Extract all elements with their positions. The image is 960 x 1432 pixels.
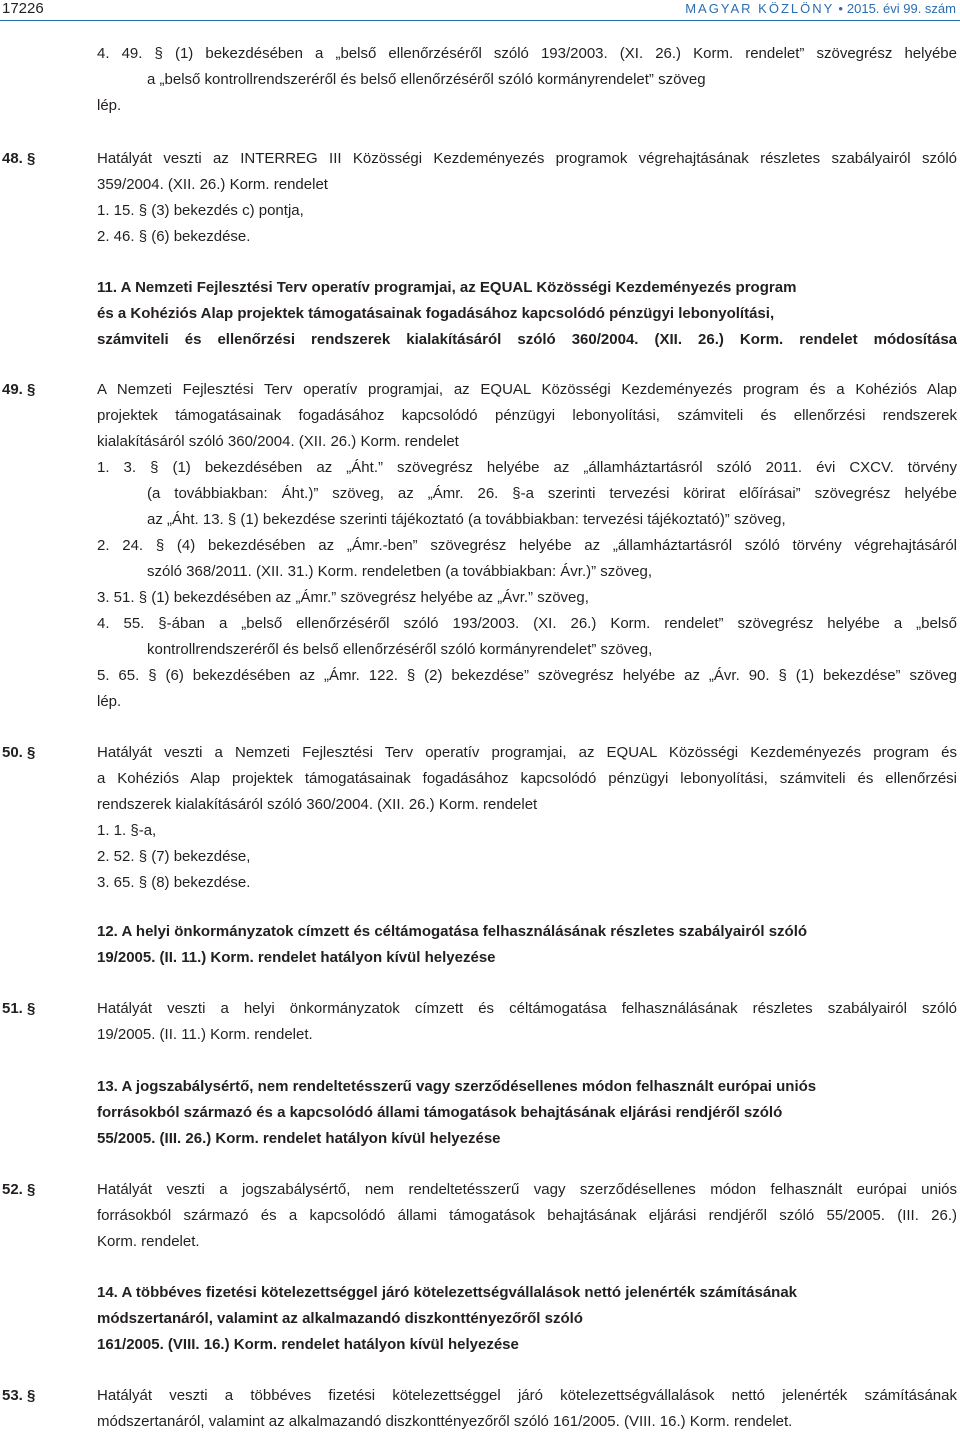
section-text: forrásokból származó és a kapcsolódó állami támogatások behajtásának eljárási rendjéről szóló 55/2005. (III. 26.) [97,1207,957,1224]
chapter-title: 55/2005. (III. 26.) Korm. rendelet hatályon kívül helyezése [97,1130,501,1147]
running-head [685,1,956,16]
section-number: 51. § [2,1000,36,1017]
chapter-title: 12. A helyi önkormányzatok címzett és céltámogatása felhasználásának részletes szabályairól szóló [97,923,808,940]
section-text: a Kohéziós Alap projektek támogatásainak fogadásához kapcsolódó pénzügyi lebonyolítási, számviteli és ellenőrzési [97,770,957,787]
header-rule [0,20,960,21]
section-text: A Nemzeti Fejlesztési Terv operatív programjai, az EQUAL Közösségi Kezdeményezés program és a Kohéziós Alap [97,381,957,398]
chapter-title: 11. A Nemzeti Fejlesztési Terv operatív programjai, az EQUAL Közösségi Kezdeményezés program [97,279,797,296]
paragraph-line: lép. [97,97,122,114]
list-item: 5. 65. § (6) bekezdésében az „Ámr. 122. § (2) bekezdése” szövegrész helyébe az „Ávr. 90. § (1) bekezdése” szöveg [97,667,957,684]
journal-title: MAGYAR KÖZLÖNY [685,1,835,16]
section-text: Hatályát veszti a Nemzeti Fejlesztési Terv operatív programjai, az EQUAL Közösségi Kezdeményezés program és [97,744,957,761]
section-text: projektek támogatásainak fogadásához kapcsolódó pénzügyi lebonyolítási, számviteli és ellenőrzési rendszerek [97,407,957,424]
list-item: szóló 368/2011. (XII. 31.) Korm. rendeletben (a továbbiakban: Ávr.)” szöveg, [147,563,652,580]
section-text: Hatályát veszti az INTERREG III Közösségi Kezdeményezés programok végrehajtásának részletes szabályairól szóló [97,150,957,167]
section-text: Hatályát veszti a jogszabálysértő, nem rendeltetésszerű vagy szerződésellenes módon felhasznált európai uniós [97,1181,957,1198]
list-item: 3. 51. § (1) bekezdésében az „Ámr.” szövegrész helyébe az „Ávr.” szöveg, [97,589,589,606]
issue-number: 2015. évi 99. szám [846,1,956,16]
paragraph-line: a „belső kontrollrendszeréről és belső ellenőrzéséről szóló kormányrendelet” szöveg [147,71,706,88]
list-item: 2. 52. § (7) bekezdése, [97,848,251,865]
section-text: Korm. rendelet. [97,1233,200,1250]
section-number: 53. § [2,1387,36,1404]
paragraph-line: lép. [97,693,122,710]
list-item: 3. 65. § (8) bekezdése. [97,874,251,891]
list-item: 1. 3. § (1) bekezdésében az „Áht.” szövegrész helyébe az „államháztartásról szóló 2011. évi CXCV. törvény [97,459,957,476]
section-text: Hatályát veszti a többéves fizetési kötelezettséggel járó kötelezettségvállalások nettó jelenérték számításának [97,1387,957,1404]
section-number: 49. § [2,381,36,398]
list-item: 2. 24. § (4) bekezdésében az „Ámr.-ben” szövegrész helyébe az „államháztartásról szóló törvény végrehajtásáról [97,537,957,554]
list-item: 2. 46. § (6) bekezdése. [97,228,251,245]
chapter-title: 14. A többéves fizetési kötelezettséggel járó kötelezettségvállalások nettó jelenérték számításának [97,1284,798,1301]
separator-bullet: • [838,1,843,16]
list-item: (a továbbiakban: Áht.)” szöveg, az „Ámr. 26. §-a szerinti tervezési körirat előírásai” szövegrész helyébe [147,485,957,502]
chapter-title: és a Kohéziós Alap projektek támogatásainak fogadásához kapcsolódó pénzügyi lebonyolítási, [97,305,775,322]
section-text: módszertanáról, valamint az alkalmazandó diszkonttényezőről szóló 161/2005. (VIII. 16.) Korm. rendelet. [97,1413,793,1430]
section-text: 359/2004. (XII. 26.) Korm. rendelet [97,176,328,193]
section-number: 50. § [2,744,36,761]
chapter-title: 13. A jogszabálysértő, nem rendeltetésszerű vagy szerződésellenes módon felhasznált európai uniós [97,1078,817,1095]
chapter-title: számviteli és ellenőrzési rendszerek kialakításáról szóló 360/2004. (XII. 26.) Korm. rendelet módosítása [97,331,957,348]
section-text: 19/2005. (II. 11.) Korm. rendelet. [97,1026,313,1043]
chapter-title: módszertanáról, valamint az alkalmazandó diszkonttényezőről szóló [97,1310,583,1327]
list-item: 4. 55. §-ában a „belső ellenőrzéséről szóló 193/2003. (XI. 26.) Korm. rendelet” szövegrész helyébe a „belső [97,615,957,632]
section-number: 52. § [2,1181,36,1198]
section-text: Hatályát veszti a helyi önkormányzatok címzett és céltámogatása felhasználásának részletes szabályairól szóló [97,1000,957,1017]
chapter-title: 19/2005. (II. 11.) Korm. rendelet hatályon kívül helyezése [97,949,496,966]
page-number: 17226 [2,0,44,17]
section-text: kialakításáról szóló 360/2004. (XII. 26.) Korm. rendelet [97,433,459,450]
list-item: 1. 1. §-a, [97,822,157,839]
list-item: kontrollrendszeréről és belső ellenőrzéséről szóló kormányrendelet” szöveg, [147,641,653,658]
list-item: 1. 15. § (3) bekezdés c) pontja, [97,202,304,219]
list-item: az „Áht. 13. § (1) bekezdése szerinti tájékoztató (a továbbiakban: tervezési tájékoztató)” szöveg, [147,511,786,528]
paragraph-line: 4. 49. § (1) bekezdésében a „belső ellenőrzéséről szóló 193/2003. (XI. 26.) Korm. rendelet” szövegrész helyébe [97,45,957,62]
chapter-title: forrásokból származó és a kapcsolódó állami támogatások behajtásának eljárási rendjéről szóló [97,1104,783,1121]
section-text: rendszerek kialakításáról szóló 360/2004. (XII. 26.) Korm. rendelet [97,796,538,813]
section-number: 48. § [2,150,36,167]
chapter-title: 161/2005. (VIII. 16.) Korm. rendelet hatályon kívül helyezése [97,1336,519,1353]
